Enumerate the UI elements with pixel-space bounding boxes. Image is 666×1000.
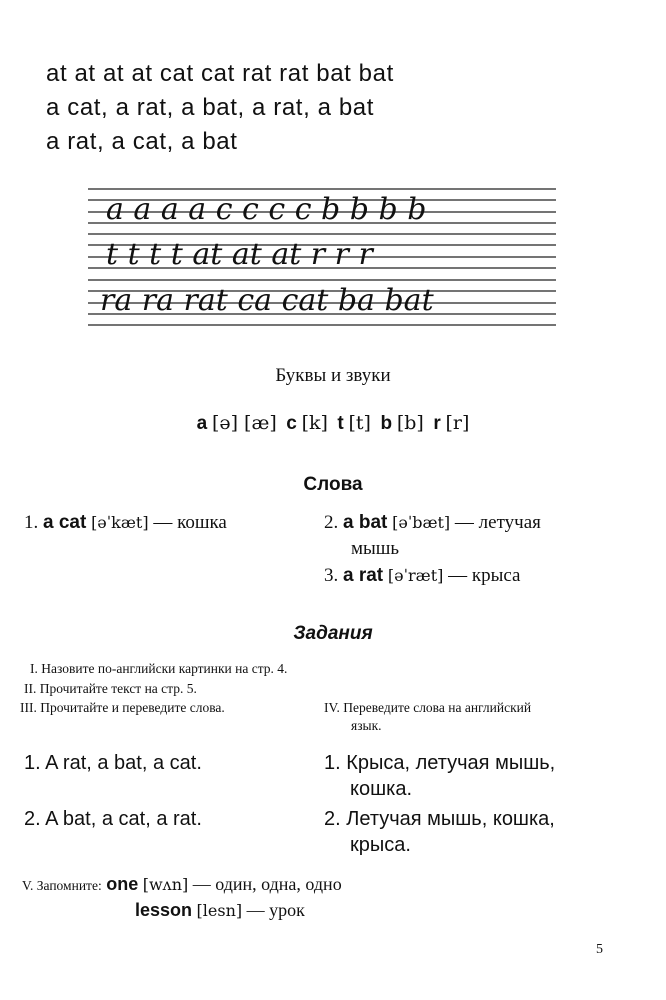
tasks-heading: Задания [293,623,373,644]
printed-line-3: a rat, a cat, a bat [46,128,238,155]
word-item-1: 1. a cat [əˈkæt] — кошка [24,512,227,533]
letter-b: b [b] [380,412,424,434]
word-item-2: 2. a bat [əˈbæt] — летучая [324,512,541,533]
exercise-left-2: 2. A bat, a cat, a rat. [24,808,202,830]
task-4: IV. Переведите слова на английский [324,700,532,715]
letter-r: r [r] [433,412,470,434]
printed-line-2: a cat, a rat, a bat, a rat, a bat [46,94,374,121]
letter-a: a [ə] [æ] [196,412,277,434]
letters-row [0,412,666,435]
cursive-line-1: a a a a c c c c b b b b [106,192,427,227]
exercise-right-2-cont: крыса. [350,834,411,856]
printed-line-1: at at at at cat cat rat rat bat bat [46,60,394,87]
cursive-line-3: ra ra rat ca cat ba bat [100,283,434,318]
letter-c: c [k] [286,412,328,434]
task-2: II. Прочитайте текст на стр. 5. [24,681,197,696]
task-4-cont: язык. [351,718,382,733]
word-item-3: 3. a rat [əˈræt] — крыса [324,565,521,586]
exercise-right-2: 2. Летучая мышь, кошка, [324,808,555,830]
letter-t: t [t] [337,412,371,434]
exercise-right-1-cont: кошка. [350,778,413,800]
task-3: III. Прочитайте и переведите слова. [20,700,225,715]
remember-label: V. Запомните: [22,878,102,893]
cursive-practice [88,186,558,328]
words-heading: Слова [303,474,363,495]
page-number: 5 [596,942,603,957]
word-item-2-cont: мышь [351,538,400,559]
exercise-left-1: 1. A rat, a bat, a cat. [24,752,202,774]
remember-line-1: V. Запомните: one [wʌn] — один, одна, одно [22,874,342,894]
remember-line-2: lesson [lesn] — урок [135,900,305,920]
letters-heading: Буквы и звуки [275,365,391,386]
exercise-right-1: 1. Крыса, летучая мышь, [324,752,556,774]
cursive-line-2: t t t t at at at r r r [106,237,373,272]
task-1: I. Назовите по-английски картинки на стр. 4. [30,661,288,676]
